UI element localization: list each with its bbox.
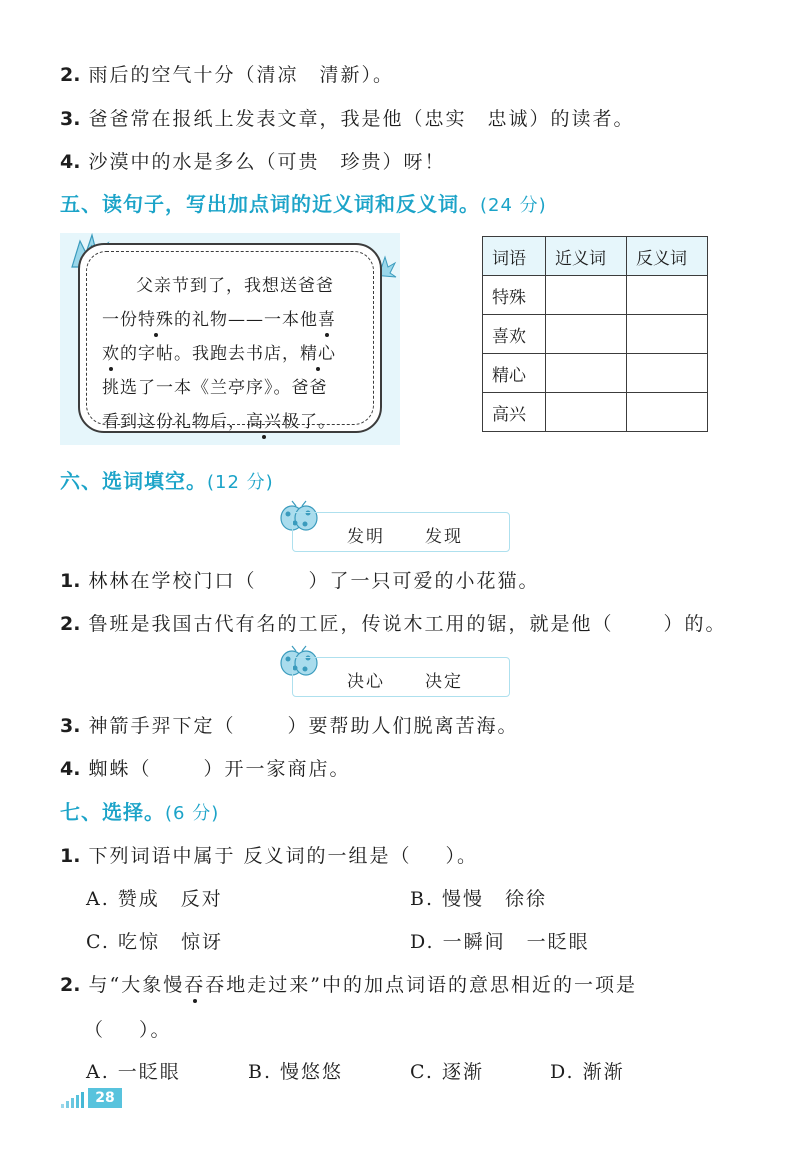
question-number: 2. xyxy=(60,64,81,86)
passage-text-run: 的礼物——一本他 xyxy=(174,310,318,330)
question-text: ）了一只可爱的小花猫。 xyxy=(308,570,540,592)
question-text: 神箭手羿下定（ xyxy=(88,715,236,737)
passage-text xyxy=(102,269,370,439)
option-a[interactable]: A. 一眨眼 xyxy=(86,1061,181,1083)
passage-line xyxy=(102,371,370,405)
question-text: 爸爸常在报纸上发表文章，我是他（忠实 忠诚）的读者。 xyxy=(88,108,635,130)
section-7-heading xyxy=(60,796,219,825)
passage-frame xyxy=(78,243,382,433)
question-number: 4. xyxy=(60,151,81,173)
page-number xyxy=(60,1088,124,1108)
section-score: (12 分) xyxy=(207,472,274,493)
question-text: 林林在学校门口（ xyxy=(88,570,257,592)
dotted-word: 喜 xyxy=(318,310,336,330)
reading-passage-panel xyxy=(60,233,400,445)
question-text: ）开一家商店。 xyxy=(203,758,351,780)
question-6-1 xyxy=(60,566,540,593)
question-7-2-cont xyxy=(84,1015,172,1042)
passage-text-run: 极了。 xyxy=(282,412,336,432)
section-score: (24 分) xyxy=(480,195,547,216)
table-word-cell: 喜欢 xyxy=(483,315,546,354)
option-b[interactable]: B. 慢悠悠 xyxy=(248,1061,344,1083)
word-choice-box-2 xyxy=(292,657,510,697)
question-number: 1. xyxy=(60,570,81,592)
word-choice: 发明 xyxy=(347,527,385,547)
passage-line xyxy=(102,303,370,337)
question-7-2 xyxy=(60,970,637,997)
table-word-cell: 高兴 xyxy=(483,393,546,432)
option-a[interactable]: A. 赞成 反对 xyxy=(86,888,223,910)
word-choice: 发现 xyxy=(425,527,463,547)
antonym-answer-cell[interactable] xyxy=(627,354,708,393)
question-text: 与“大象 xyxy=(88,974,164,996)
passage-text-run: 挑选了一本《兰亭序》。爸爸 xyxy=(102,378,328,398)
synonym-answer-cell[interactable] xyxy=(546,315,627,354)
table-row xyxy=(483,315,708,354)
question-6-4 xyxy=(60,754,351,781)
question-6-3 xyxy=(60,711,519,738)
question-text: 蜘蛛（ xyxy=(88,758,152,780)
table-row xyxy=(483,354,708,393)
question-4-4 xyxy=(60,147,446,174)
table-header-row xyxy=(483,237,708,276)
section-score: (6 分) xyxy=(165,803,220,824)
question-text: ）要帮助人们脱离苦海。 xyxy=(287,715,519,737)
option-d[interactable]: D. 渐渐 xyxy=(550,1061,625,1083)
synonym-answer-cell[interactable] xyxy=(546,393,627,432)
question-text: 鲁班是我国古代有名的工匠，传说木工用的锯，就是他（ xyxy=(88,613,614,635)
option-d[interactable]: D. 一瞬间 一眨眼 xyxy=(410,931,590,953)
word-choice-box-1 xyxy=(292,512,510,552)
table-word-cell: 精心 xyxy=(483,354,546,393)
section-title: 七、选择。 xyxy=(60,800,165,824)
word-choice: 决定 xyxy=(425,672,463,692)
question-text: 雨后的空气十分（清凉 清新）。 xyxy=(88,64,395,86)
option-c[interactable]: C. 吃惊 惊讶 xyxy=(86,931,223,953)
question-text: 下列词语中属于 反义词的一组是（ xyxy=(88,845,412,867)
question-number: 2. xyxy=(60,613,81,635)
section-5-heading xyxy=(60,188,547,217)
option-b[interactable]: B. 慢慢 徐徐 xyxy=(410,888,548,910)
section-title: 五、读句子，写出加点词的近义词和反义词。 xyxy=(60,192,480,216)
question-text: 地走过来”中的加点词语的意思相近的一项是 xyxy=(226,974,637,996)
table-header-cell: 反义词 xyxy=(627,237,708,276)
question-text: ）。 xyxy=(139,1019,172,1041)
passage-text-run: 看到这份礼物后， xyxy=(102,412,246,432)
table-header-cell: 近义词 xyxy=(546,237,627,276)
synonym-antonym-table xyxy=(482,236,708,432)
synonym-answer-cell[interactable] xyxy=(546,354,627,393)
question-text: ）的。 xyxy=(663,613,727,635)
question-text: 沙漠中的水是多么（可贵 珍贵）呀！ xyxy=(88,151,446,173)
dotted-word: 精心 xyxy=(300,344,336,364)
synonym-answer-cell[interactable] xyxy=(546,276,627,315)
antonym-answer-cell[interactable] xyxy=(627,276,708,315)
passage-text-run: 一份 xyxy=(102,310,138,330)
question-text: ）。 xyxy=(445,845,479,867)
question-6-2 xyxy=(60,609,727,636)
page-number-label: 28 xyxy=(88,1088,122,1108)
question-text: （ xyxy=(84,1019,106,1041)
passage-line xyxy=(102,405,370,439)
question-number: 2. xyxy=(60,974,81,996)
question-number: 3. xyxy=(60,108,81,130)
section-6-heading xyxy=(60,465,274,494)
passage-text-run: 父亲节到了，我想送爸爸 xyxy=(136,276,334,296)
table-row xyxy=(483,276,708,315)
table-row xyxy=(483,393,708,432)
question-number: 4. xyxy=(60,758,81,780)
antonym-answer-cell[interactable] xyxy=(627,393,708,432)
question-7-1 xyxy=(60,841,478,868)
dotted-word: 慢吞吞 xyxy=(163,974,227,996)
dotted-word: 高兴 xyxy=(246,412,282,432)
question-4-3 xyxy=(60,104,635,131)
table-header-cell: 词语 xyxy=(483,237,546,276)
passage-line xyxy=(102,269,370,303)
antonym-answer-cell[interactable] xyxy=(627,315,708,354)
option-c[interactable]: C. 逐渐 xyxy=(410,1061,484,1083)
question-4-2 xyxy=(60,60,394,87)
dotted-word: 欢 xyxy=(102,344,120,364)
signal-bars-icon xyxy=(60,1090,88,1108)
word-choice: 决心 xyxy=(347,672,385,692)
passage-line xyxy=(102,337,370,371)
section-title: 六、选词填空。 xyxy=(60,469,207,493)
dotted-word: 特殊 xyxy=(138,310,174,330)
question-number: 3. xyxy=(60,715,81,737)
passage-text-run: 的字帖。我跑去书店， xyxy=(120,344,300,364)
question-number: 1. xyxy=(60,845,81,867)
table-word-cell: 特殊 xyxy=(483,276,546,315)
